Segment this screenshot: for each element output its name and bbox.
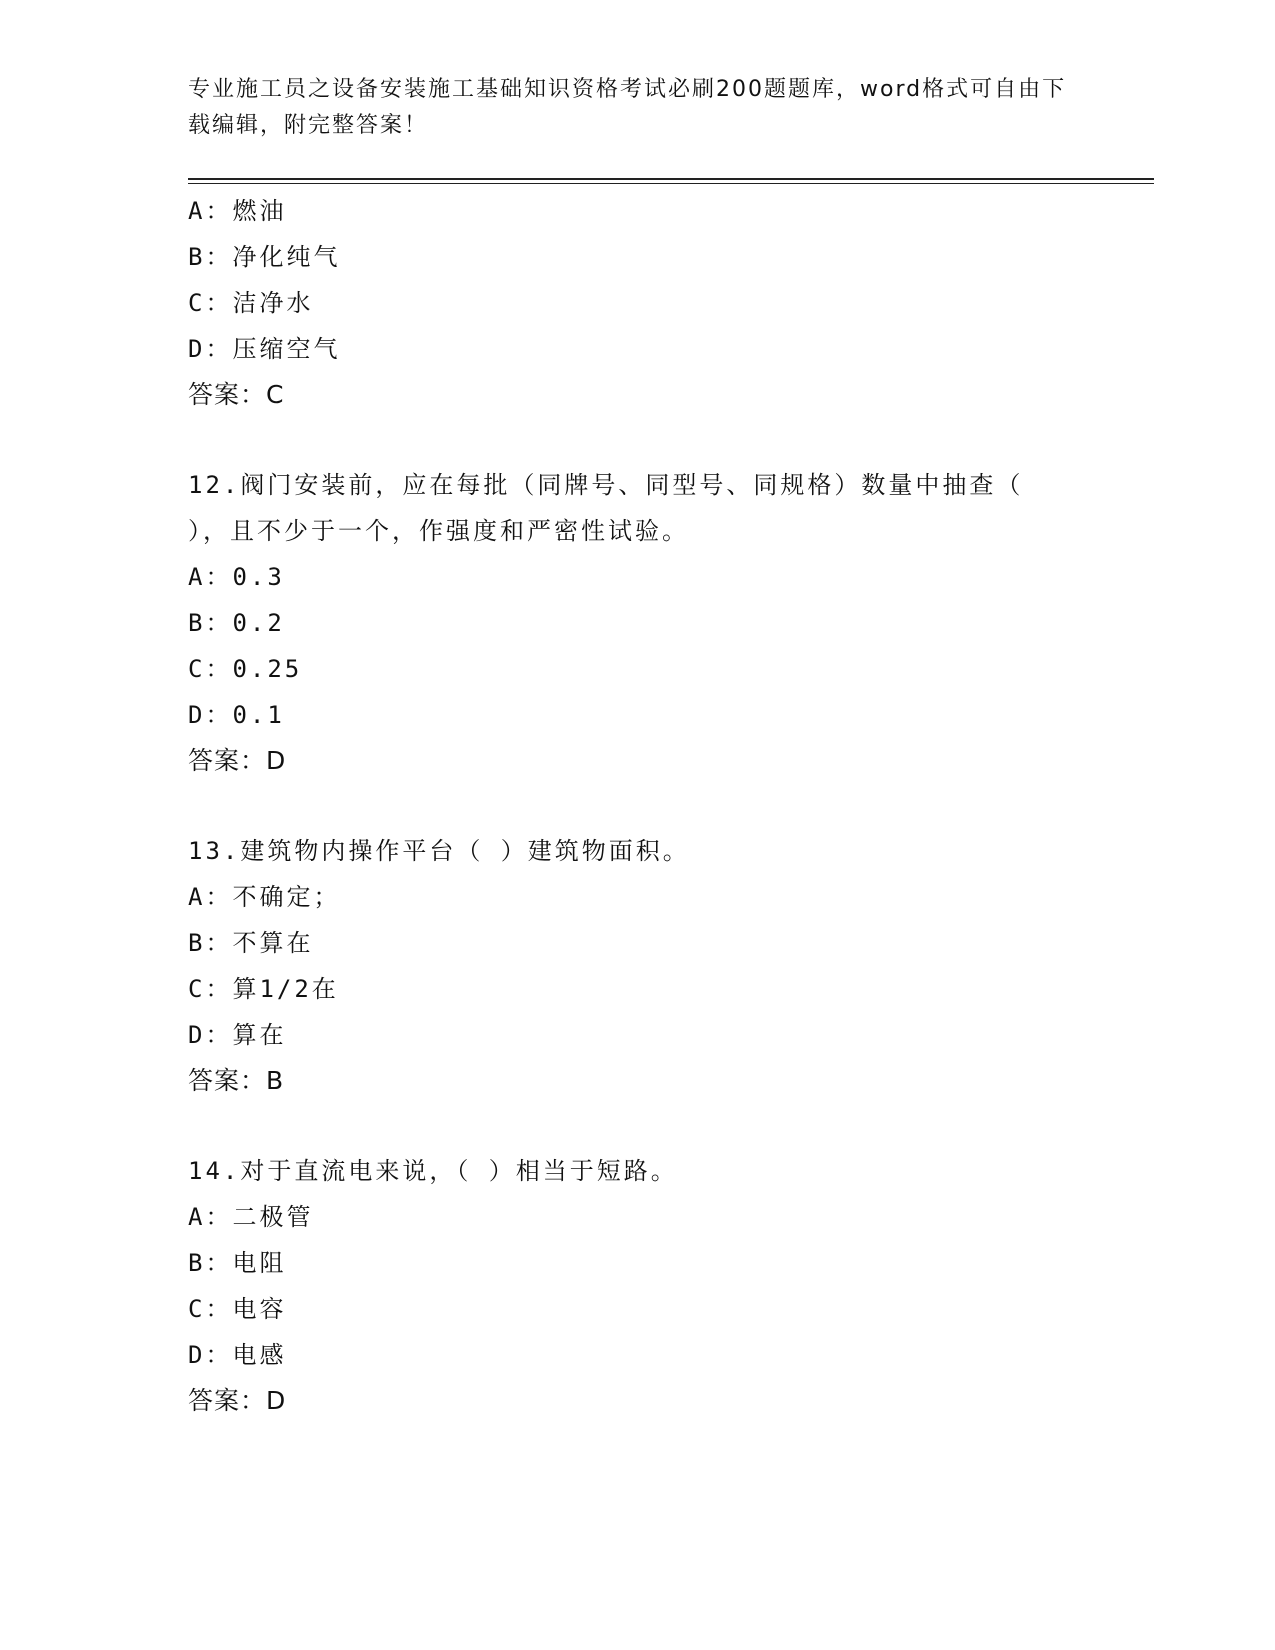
answer: 答案：D xyxy=(188,1386,287,1415)
option-b: B：净化纯气 xyxy=(188,243,341,271)
option-b: B：0.2 xyxy=(188,609,285,637)
option-a: A：二极管 xyxy=(188,1203,314,1231)
header-divider xyxy=(188,178,1154,184)
document-header: 专业施工员之设备安装施工基础知识资格考试必刷200题题库，word格式可自由下载编辑，附完整答案！ xyxy=(188,77,1067,138)
spacer xyxy=(188,784,1088,828)
answer: 答案：D xyxy=(188,746,287,775)
question-11 xyxy=(188,188,1088,418)
option-b: B：电阻 xyxy=(188,1249,287,1277)
option-d: D：0.1 xyxy=(188,701,285,729)
spacer xyxy=(188,418,1088,462)
option-d: D：算在 xyxy=(188,1021,287,1049)
question-13 xyxy=(188,828,1088,1104)
question-14 xyxy=(188,1148,1088,1424)
option-c: C：电容 xyxy=(188,1295,287,1323)
option-c: C：0.25 xyxy=(188,655,303,683)
spacer xyxy=(188,1104,1088,1148)
option-a: A：0.3 xyxy=(188,563,285,591)
answer: 答案：B xyxy=(188,1066,285,1095)
option-a: A：不确定； xyxy=(188,883,341,911)
option-d: D：压缩空气 xyxy=(188,335,341,363)
option-c: C：算1/2在 xyxy=(188,975,339,1003)
answer: 答案：C xyxy=(188,380,285,409)
option-d: D：电感 xyxy=(188,1341,287,1369)
question-text: 14.对于直流电来说，（ ）相当于短路。 xyxy=(188,1157,678,1185)
option-c: C：洁净水 xyxy=(188,289,314,317)
option-a: A：燃油 xyxy=(188,197,287,225)
question-text: 13.建筑物内操作平台（ ）建筑物面积。 xyxy=(188,837,690,865)
question-12 xyxy=(188,462,1088,784)
option-b: B：不算在 xyxy=(188,929,314,957)
question-text: 12.阀门安装前，应在每批（同牌号、同型号、同规格）数量中抽查（ ），且不少于一个，作强度和严密性试验。 xyxy=(188,471,1024,545)
question-list xyxy=(188,188,1088,1424)
